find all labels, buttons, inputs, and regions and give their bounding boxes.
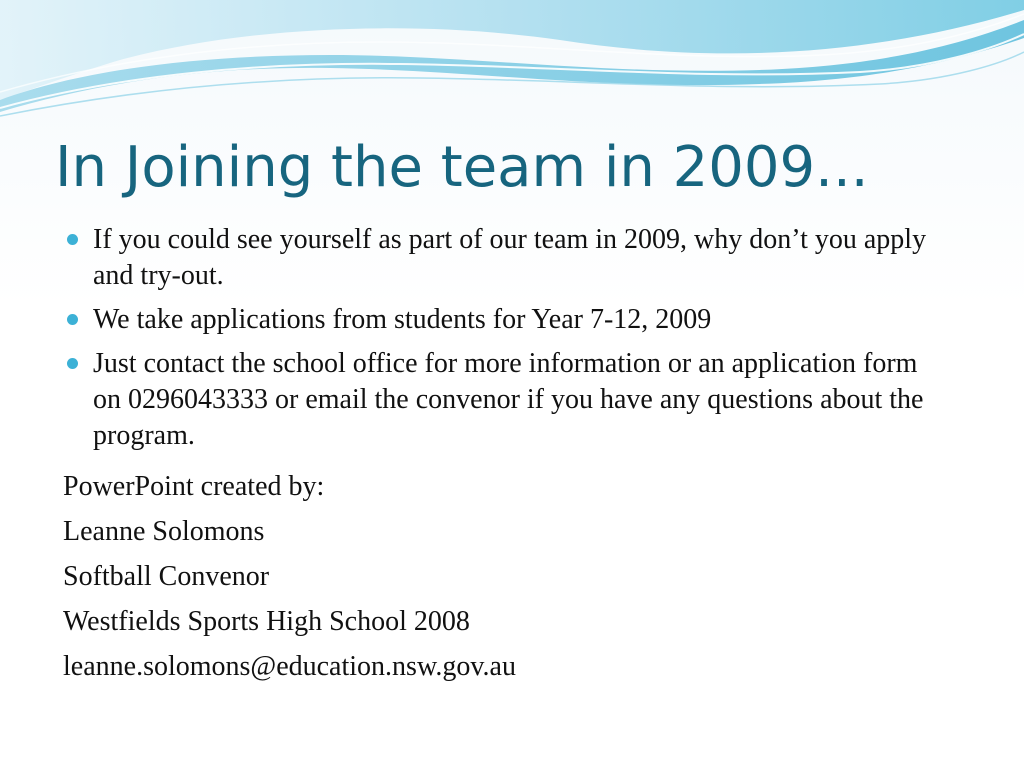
author-name: Leanne Solomons xyxy=(63,516,265,547)
wave-header-decoration xyxy=(0,0,1024,130)
bullet-item xyxy=(63,346,943,454)
author-role: Softball Convenor xyxy=(63,561,270,592)
slide-title: In Joining the team in 2009... xyxy=(55,135,869,200)
bullet-text: If you could see yourself as part of our team in 2009, why don’t you apply and try-out. xyxy=(93,224,927,291)
author-email: leanne.solomons@education.nsw.gov.au xyxy=(63,651,516,682)
bullet-dot-icon xyxy=(67,358,78,369)
bullet-dot-icon xyxy=(67,234,78,245)
bullet-item xyxy=(63,222,943,294)
school-name: Westfields Sports High School 2008 xyxy=(63,606,470,637)
bullet-list xyxy=(63,222,943,462)
bullet-text: We take applications from students for Year 7-12, 2009 xyxy=(93,304,712,335)
bullet-item xyxy=(63,302,943,338)
credits-block xyxy=(63,464,963,689)
bullet-text: Just contact the school office for more information or an application form on 0296043333 or email the convenor if you have any questions about the program. xyxy=(93,348,924,451)
bullet-dot-icon xyxy=(67,314,78,325)
credits-heading: PowerPoint created by: xyxy=(63,471,325,502)
